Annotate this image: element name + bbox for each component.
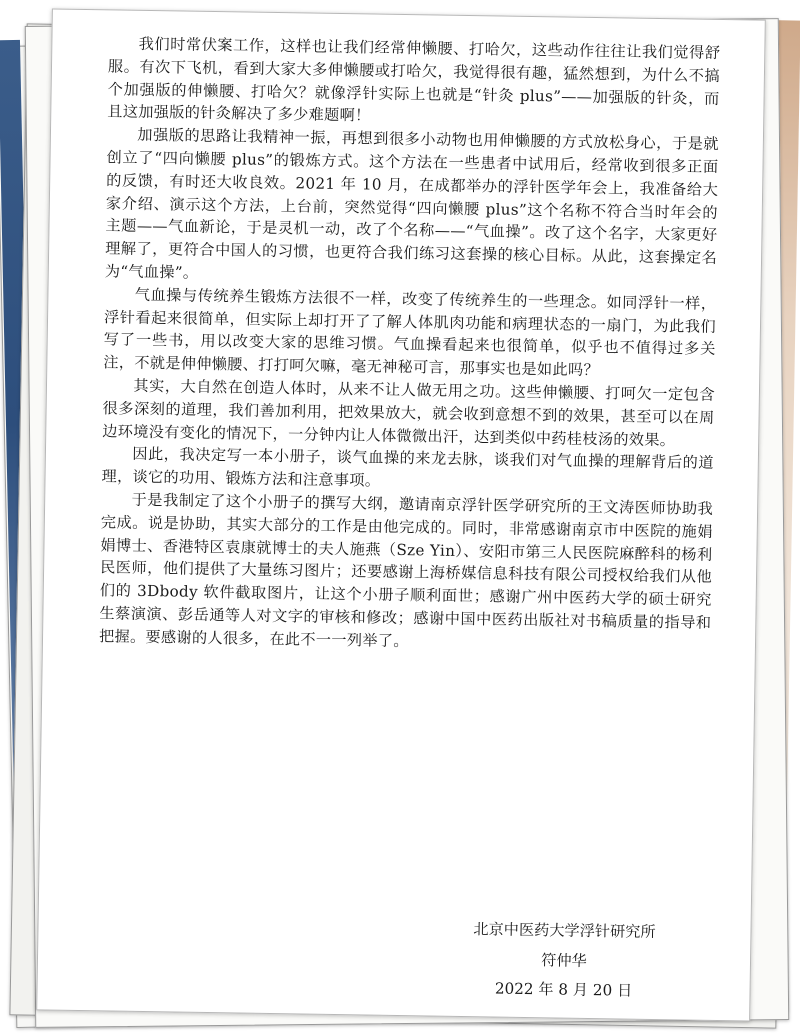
signature-author: 符仲华 (541, 951, 587, 970)
signature-date: 2022 年 8 月 20 日 (494, 979, 633, 1000)
paragraph: 气血操与传统养生锻炼方法很不一样，改变了传统养生的一些理念。如同浮针一样，浮针看起来很简单，但实际上却打开了了解人体肌肉功能和病理状态的一扇门，为此我们写了一些书，用以改变大家的思维习惯。气血操看起来也很简单，似乎也不值得过多关注，不就是伸伸懒腰、打打呵欠嘛，毫无神秘可言，那事实也是如此吗？ (103, 285, 717, 380)
signature-institution: 北京中医药大学浮针研究所 (473, 920, 656, 942)
paragraph: 于是我制定了这个小册子的撰写大纲，邀请南京浮针医学研究所的王文涛医师协助我完成。说是协助，其实大部分的工作是由他完成的。同时，非常感谢南京市中医院的施娟娟博士、香港特区袁康就博士的夫人施燕（Sze Yin）、安阳市第三人民医院麻醉科的杨利民医师，他们提供了大量练习图片；还要感谢上海桥媒信息科技有限公司授权给我们从他们的 3Dbody 软件截取图片，让这个小册子顺利面世；感谢广州中医药大学的硕士研究生蔡演演、彭岳通等人对文字的审核和修改；感谢中国中医药出版社对书稿质量的指导和把握。要感谢的人很多，在此不一一列举了。 (98, 490, 714, 650)
paragraph: 因此，我决定写一本小册子，谈气血操的来龙去脉，谈我们对气血操的理解背后的道理，谈它的功用、锻炼方法和注意事项。 (101, 445, 714, 490)
paragraph: 我们时常伏案工作，这样也让我们经常伸懒腰、打哈欠，这些动作往往让我们觉得舒服。有次下飞机，看到大家大多伸懒腰或打哈欠，我觉得很有趣，猛然想到，为什么不搞个加强版的伸懒腰、打哈欠？就像浮针实际上也就是“针灸 plus”——加强版的针灸，而且这加强版的针灸解决了多少难题啊！ (107, 34, 721, 125)
paragraph: 加强版的思路让我精神一振，再想到很多小动物也用伸懒腰的方式放松身心，于是就创立了“四向懒腰 plus”的锻炼方式。这个方法在一些患者中试用后，经常收到很多正面的反馈，有时还大收良效。2021 年 10 月，在成都举办的浮针医学年会上，我准备给大家介绍、演示这个方法，上台前，突然觉得“四向懒腰 plus”这个名称不符合当时年会的主题——气血新论，于是灵机一动，改了个名称——“气血操”。改了这个名字，大家更好理解了，更符合中国人的习惯，也更符合我们练习这套操的核心目标。从此，这套操定名为“气血操”。 (104, 126, 720, 282)
document-page (36, 8, 766, 1021)
paragraph: 其实，大自然在创造人体时，从来不让人做无用之功。这些伸懒腰、打呵欠一定包含很多深刻的道理，我们善加利用，把效果放大，就会收到意想不到的效果，甚至可以在周边环境没有变化的情况下，一分钟内让人体微微出汗，达到类似中药桂枝汤的效果。 (102, 376, 716, 449)
preface-body (99, 32, 721, 657)
